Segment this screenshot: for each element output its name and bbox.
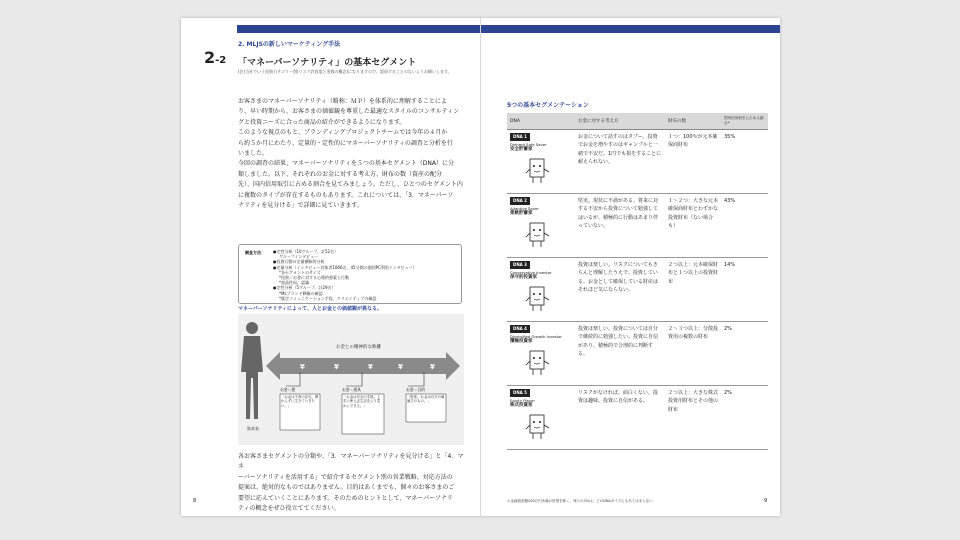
character-illustration	[524, 157, 552, 185]
money-view-cell: お金について話すのはタブー。投資でお金を増やすのはギャンブルと一緒で不安だ。1円でも損をすることに耐えられない。	[575, 130, 665, 194]
dna-japanese-name: 保守的投資家	[510, 275, 537, 281]
mindset-box-3: お金＝目的 「財産。お金は自分の価値そのもの。」	[406, 387, 446, 422]
mindset-box-2: お金＝道具 「お金は安全の手段。上手に使えば生活をより豊かにできる。」	[342, 387, 384, 434]
share-cell: 43%	[721, 194, 768, 258]
survey-item: ●投資行動の定量横断的分析	[273, 259, 325, 265]
table-title: 5つの基本セグメンテーション	[507, 102, 589, 109]
dna-badge: DNA 1	[510, 133, 530, 141]
lead-note: (注)当社でいう投資力テゴリー別(リスク許容度と金銭の概念)になりますので、混同することのないようお願いします。	[238, 69, 452, 74]
header-wallets: 財布の数	[665, 113, 721, 130]
dna-english-name: Adaptive Saver	[510, 206, 539, 212]
table-header-row	[507, 113, 768, 130]
share-cell: 14%	[721, 258, 768, 322]
segment-table	[507, 113, 768, 450]
wallet-count-cell: ２つ以上：元本確保財布と１つ以上の投資財布	[665, 258, 721, 322]
segment-row	[507, 258, 768, 322]
character-illustration	[524, 221, 552, 249]
dna-english-name: Diversified Growth Investor	[510, 334, 562, 340]
segment-row	[507, 386, 768, 450]
page-number-left: 8	[193, 498, 197, 504]
person-silhouette	[241, 322, 263, 419]
survey-item: *既定コミュニケーション手段、クリエイティブの確認	[279, 295, 377, 301]
page-number-right: 9	[764, 498, 768, 504]
body-text-1: お客さまのマネーパーソナリティ（略称：ＭＰ）を体系的に理解することによ り、早い時期から、お客さまの価値観を尊重した最適なスタイルのコンサルティン グと投資ニーズに合った商品の紹介ができるようになります。 このような視点のもと、ブランディングプロジェクトチームでは今年の４月か ら約５か月にわたり、定量的・定性的にマネーパーソナリティの調査と分析を行 いました。 今回の調査の結果、マネーパーソナリティを５つの基本セグメント（DNA）に分 類しました。以下、それぞれのお金に対する考え方、財布の数（資産の配分 先）、国内信用取引に占める割合を見てみましょう。ただし、ひとつのセグメント内 に複数のタイプが存在するものもあります。これについては、「3．マネーパーソ ナリティを見分ける」で詳細に見ていきます。	[238, 98, 463, 210]
figure-graphic	[238, 314, 464, 445]
table-footnote: ＊金融資産額200万円未満の世帯を除く。残りの3%は、どのDNAタイプにもあてはまらない	[507, 499, 653, 503]
mindset-box-1: お金＝悪 「お金は不浄の存在。関わらずに生きていきたい。」	[280, 387, 320, 430]
dna-japanese-name: 積極投資家	[510, 339, 533, 345]
character-illustration	[524, 349, 552, 377]
dna-cell	[507, 386, 575, 450]
money-view-cell: 投資は楽しい。投資については自分で継続的に勉強したい。投資に自信があり、積極的で合理的に判断する。	[575, 322, 665, 386]
svg-text:お金＝道具: お金＝道具	[342, 387, 361, 392]
header-share: 国内信用取引に占める割合*	[721, 113, 768, 130]
wallet-count-cell: ２つ以上：大きな株式投資用財布とその他の財布	[665, 386, 721, 450]
survey-item: *投資／お金に対する心理的要素と行動	[279, 275, 349, 281]
money-distance-figure	[238, 314, 464, 445]
document-spread	[181, 18, 780, 516]
segment-row	[507, 194, 768, 258]
svg-text:お金＝目的: お金＝目的	[406, 387, 425, 392]
chapter-heading: 2. MLJSの新しいマーケティング手法	[238, 41, 341, 48]
section-number: 2-2	[204, 48, 227, 67]
character-illustration	[524, 413, 552, 441]
wallet-count-cell: ２〜３つ以上：分散投資用の複数の財布	[665, 322, 721, 386]
dna-badge: DNA 2	[510, 197, 530, 205]
money-view-cell: 堅実。現状に不満がある。将来に対する不安から投資について勉強してはいるが、積極的に行動はあまり伴っていない。	[575, 194, 665, 258]
dna-japanese-name: 株式投資家	[510, 403, 533, 409]
dna-japanese-name: 安全貯蓄家	[510, 147, 533, 153]
survey-item: グループインタビュー	[279, 254, 319, 260]
dna-cell	[507, 258, 575, 322]
body-text-2: 各お客さまセグメントの分類や、「3．マネーパーソナリティを見分ける」と「4．マネ ーパーソナリティを活用する」で紹介するセグメント別の営業戦略、対応方法の 提案は、絶対的なものではありません。目的はあくまでも、個々のお客さまのご 要望に応えていくことにあります。そのためのヒントとして、マネーパーソナリ ティの概念をぜひ役立ててください。	[238, 453, 464, 513]
money-view-cell: リスクがなければ、面白くない。投資は趣味。投資に自信がある。	[575, 386, 665, 450]
wallet-count-cell: １つ：100％が元本確保商財布	[665, 130, 721, 194]
survey-item: *MLブランド戦略の確認	[279, 290, 323, 296]
survey-method-box	[238, 244, 462, 304]
svg-text:¥: ¥	[334, 363, 339, 371]
share-cell: 2%	[721, 322, 768, 386]
svg-text:¥: ¥	[430, 363, 435, 371]
dna-english-name: Diehard Safe Saver	[510, 142, 547, 148]
svg-text:¥: ¥	[398, 363, 403, 371]
dna-cell	[507, 322, 575, 386]
figure-caption: マネーパーソナリティによって、人とお金との価値観が異なる。	[238, 306, 382, 312]
survey-item: ●定量分析（インタビュー対象者1066名、45分間の個別PC利用インタビュー）	[273, 264, 417, 270]
header-view: お金に対する考え方	[575, 113, 665, 130]
page-gutter	[480, 18, 481, 516]
dna-cell	[507, 194, 575, 258]
dna-english-name: Conservative Investor	[510, 270, 552, 276]
segment-row	[507, 130, 768, 194]
person-label: 資本家	[247, 426, 259, 431]
arrow-label: お金との精神的な距離	[336, 345, 381, 350]
dna-cell	[507, 130, 575, 194]
share-cell: 2%	[721, 386, 768, 450]
survey-list	[273, 249, 417, 301]
dna-badge: DNA 5	[510, 389, 530, 397]
character-illustration	[524, 285, 552, 313]
dna-badge: DNA 3	[510, 261, 530, 269]
section-title: 「マネーパーソナリティ」の基本セグメント	[238, 58, 417, 68]
survey-item: *商品性向、認識	[279, 280, 309, 286]
header-dna: DNA	[507, 113, 575, 130]
segment-row	[507, 322, 768, 386]
money-view-cell: 投資は楽しい。リスクについてもきちんと理解したうえで、投資している。お金として確保している財産はそれほど気にならない。	[575, 258, 665, 322]
dna-japanese-name: 柔軟貯蓄家	[510, 211, 533, 217]
wallet-count-cell: １〜２つ：大きな元本確保商財布とわずかな投資財布（ない場合も）	[665, 194, 721, 258]
survey-item: ●定性分析（5グループ、計29名）	[273, 285, 336, 291]
survey-item: *各セグメントのサイズ	[279, 269, 321, 275]
svg-text:お金＝悪: お金＝悪	[280, 387, 296, 392]
share-cell: 35%	[721, 130, 768, 194]
survey-item: ●定性分析（10グループ、計52名）	[273, 249, 339, 254]
dna-badge: DNA 4	[510, 325, 530, 333]
svg-text:¥: ¥	[368, 363, 373, 371]
dna-english-name: Equity Player	[510, 398, 536, 404]
survey-label: 調査方法：	[245, 250, 265, 255]
header-bar	[237, 25, 780, 33]
connector-lines	[286, 372, 424, 386]
svg-text:¥: ¥	[300, 363, 305, 371]
